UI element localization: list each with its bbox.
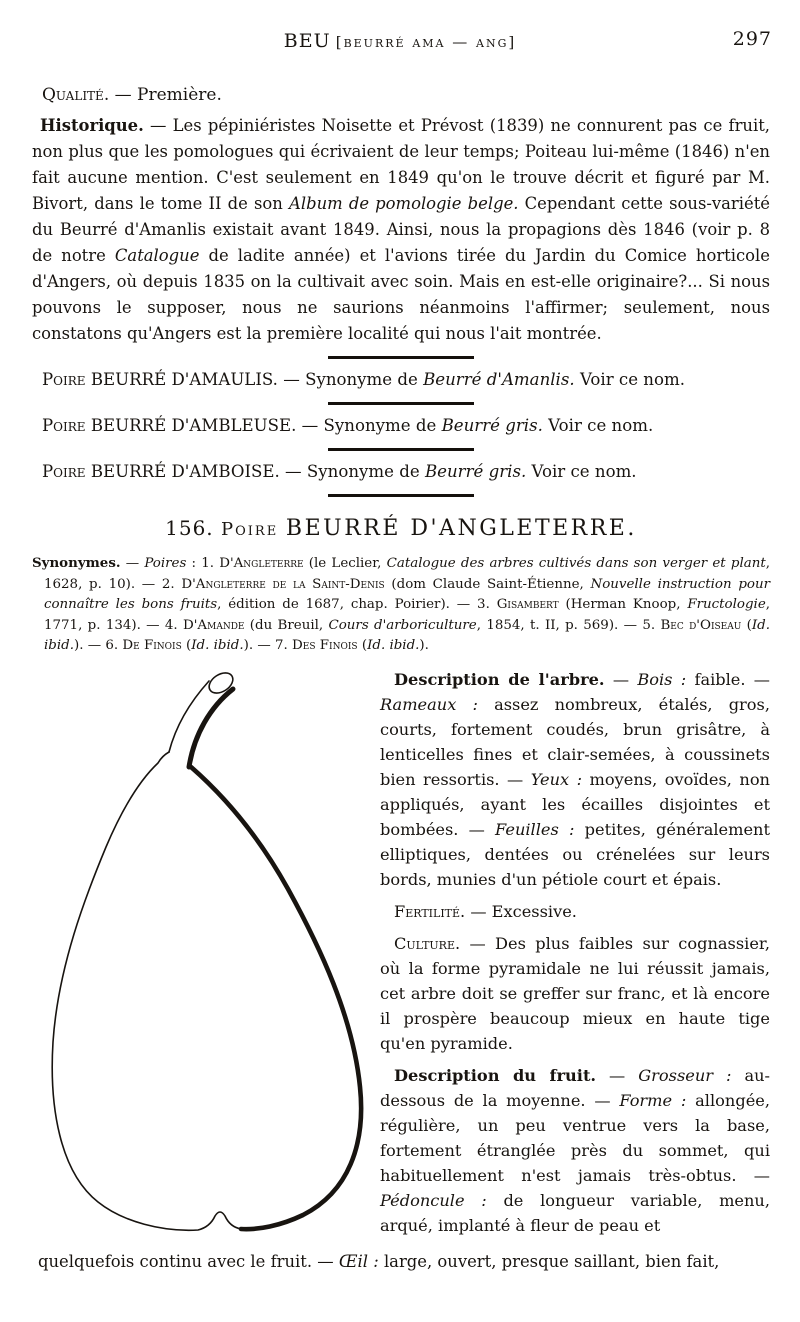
pear-stem-right-edge (189, 689, 233, 767)
separator-rule (328, 356, 474, 359)
synonymes-paragraph: Synonymes. — Poires : 1. D'Angleterre (le Leclier, Catalogue des arbres cultivés dans son verger et plant, 1628, p. 10). — 2. D'Angleterre de la Saint-Denis (dom Claude Saint-Étienne, Nouvelle instruction pour connaître les bons fruits, édition de 1687, chap. Poirier). — 3. Gisambert (Herman Knoop, Fructologie, 1771, p. 134). — 4. D'Amande (du Breuil, Cours d'arboriculture, 1854, t. II, p. 569). — 5. Bec d'Oiseau (Id. ibid.). — 6. De Finois (Id. ibid.). — 7. Des Finois (Id. ibid.). (32, 555, 771, 654)
synonym-entry-amaulis: Poire BEURRÉ D'AMAULIS. — Synonyme de Beurré d'Amanlis. Voir ce nom. (42, 370, 685, 389)
figure-container (32, 667, 380, 1245)
pear-illustration (38, 667, 378, 1245)
description-column (380, 667, 770, 1245)
page-number: 297 (732, 28, 772, 50)
synonym-section (32, 356, 770, 497)
separator-rule (328, 448, 474, 451)
separator-rule (328, 494, 474, 497)
quality-line: Qualité. — Première. (42, 85, 222, 105)
running-title: BEU (283, 30, 331, 52)
arbre-paragraph: Description de l'arbre. — Bois : faible. — Rameaux : assez nombreux, étalés, gros, courts, fortement coudés, brun grisâtre, à lenticelles fines et clair-semées, à coussinets bien ressortis. — Yeux : moyens, ovoïdes, non appliqués, ayant les écailles disjointes et bombées. — Feuilles : petites, généralement elliptiques, dentées ou crénelées sur leurs bords, munies d'un pétiole court et épais. (380, 669, 770, 889)
two-column-section (32, 667, 770, 1245)
pear-body-left-outline (52, 752, 241, 1230)
culture-paragraph: Culture. — Des plus faibles sur cognassier, où la forme pyramidale ne lui réussit jamais, cet arbre doit se greffer sur franc, et là encore il prospère beaucoup mieux en haute tige qu'en pyramide. (380, 933, 770, 1053)
fertilite-line: Fertilité. — Excessive. (394, 901, 577, 921)
pear-body-right-outline (191, 767, 361, 1229)
historique-paragraph: Historique. — Les pépiniéristes Noisette et Prévost (1839) ne connurent pas ce fruit, non plus que les pomologues qui écrivaient de leur temps; Poiteau lui-même (1846) n'en fait aucune mention. C'est seulement en 1849 qu'on le trouve décrit et figuré par M. Bivort, dans le tome II de son Album de pomologie belge. Cependant cette sous-variété du Beurré d'Amanlis existait avant 1849. Ainsi, nous la propagions dès 1846 (voir p. 8 de notre Catalogue de ladite année) et l'avions tirée du Jardin du Comice horticole d'Angers, où depuis 1835 on la cultivait avec soin. Mais en est-elle originaire?... Si nous pouvons le supposer, nous ne saurions néanmoins l'affirmer; seulement, nous constatons qu'Angers est la première localité qui nous l'ait montrée. (32, 116, 770, 343)
section-heading: 156. Poire BEURRÉ D'ANGLETERRE. (165, 516, 637, 541)
synonym-entry-amboise: Poire BEURRÉ D'AMBOISE. — Synonyme de Beurré gris. Voir ce nom. (42, 462, 637, 481)
page-content (0, 82, 800, 1274)
synonym-entry-ambleuse: Poire BEURRÉ D'AMBLEUSE. — Synonyme de Beurré gris. Voir ce nom. (42, 416, 654, 435)
pear-stem-left-edge (169, 681, 209, 752)
continuation-line: quelquefois continu avec le fruit. — Œil : large, ouvert, presque saillant, bien fait, (38, 1251, 720, 1271)
running-header (0, 0, 800, 60)
separator-rule (328, 402, 474, 405)
running-title-range: [beurré ama — ang] (335, 33, 517, 51)
fruit-paragraph: Description du fruit. — Grosseur : au-dessous de la moyenne. — Forme : allongée, régulière, un peu ventrue vers la base, fortement étranglée près du sommet, qui habituellement n'est jamais très-obtus. — Pédoncule : de longueur variable, menu, arqué, implanté à fleur de peau et (380, 1065, 770, 1235)
